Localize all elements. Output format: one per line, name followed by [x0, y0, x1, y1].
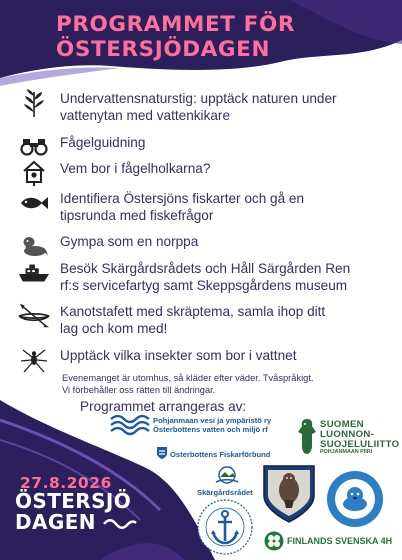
page-title: [56, 12, 356, 62]
canoe-icon: [18, 303, 50, 329]
event-name: [15, 491, 137, 533]
program-item-text: Gympa som en norppa: [60, 234, 199, 249]
boat-icon: [18, 260, 50, 286]
water-waves-logo-icon: [110, 414, 150, 436]
program-item: [18, 90, 398, 124]
title-line-1: PROGRAMMET FÖR: [56, 12, 295, 37]
flying-squirrel-logo-icon: [296, 416, 318, 456]
notes-line-1: Evenemanget är utomhus, så kläder efter väder. Tvåspråkigt.: [62, 373, 314, 383]
organizers-heading: Programmet arrangeras av:: [80, 399, 247, 414]
event-notes: [62, 372, 392, 396]
seaweed-icon: [18, 90, 50, 116]
shield-logo-icon: [156, 446, 168, 460]
binoculars-icon: [18, 134, 50, 160]
program-item: [18, 160, 398, 186]
program-item-text: Undervattensnaturstig: upptäck naturen under vattenytan med vattenkikare: [60, 91, 337, 123]
islands-logo-icon: [214, 466, 240, 488]
logo-text: Skärgårdsrådet: [197, 488, 253, 497]
birdhouse-icon: [18, 160, 50, 186]
logo-text: FINLANDS SVENSKA 4H: [287, 536, 393, 546]
logo-text: Österbottens Fiskarförbund: [170, 450, 271, 459]
program-item-text: Fågelguidning: [60, 135, 146, 150]
clover-logo-icon: [264, 531, 284, 551]
logo-text: POHJANMAAN PIIRI: [320, 449, 373, 455]
program-item: [18, 233, 398, 259]
program-item-text: Kanotstafett med skräptema, samla ihop ditt lag och kom med!: [60, 304, 326, 336]
logo-text: LUONNON-: [320, 429, 375, 440]
logo-text: SUOMEN: [320, 419, 364, 430]
logo-text: SUOJELULIITTO: [320, 439, 400, 450]
event-name-line-2: DAGEN: [15, 512, 137, 533]
program-item: [18, 260, 398, 294]
beaver-logo-icon: [262, 462, 316, 524]
program-item-text: Besök Skärgårdsrådets och Håll Särgården Ren rf:s servicefartyg samt Skeppsgårdens museum: [60, 261, 351, 293]
event-name-line-1: ÖSTERSJÖ: [15, 489, 132, 513]
program-item-text: Identifiera Östersjöns fiskarter och gå en tipsrunda med fiskefrågor: [60, 191, 305, 223]
program-item: [18, 134, 398, 160]
title-line-2: ÖSTERSJÖDAGEN: [56, 37, 271, 62]
program-item-text: Upptäck vilka insekter som bor i vattnet: [60, 348, 297, 363]
header-banner: [0, 0, 402, 90]
event-date: 27.8.2026: [20, 474, 112, 492]
seal-icon: [18, 233, 50, 259]
program-item: [18, 303, 398, 337]
logo-text: Österbottens vatten och miljö rf: [153, 425, 268, 434]
logo-text: Pohjanmaan vesi ja ympäristö ry: [153, 416, 272, 425]
anchor-logo-icon: [196, 498, 254, 556]
program-item: [18, 190, 398, 224]
wave-mark-icon: [103, 518, 137, 530]
notes-line-2: Vi förbehåller oss rätten till ändringar.: [62, 385, 216, 395]
program-item-text: Vem bor i fågelholkarna?: [60, 161, 211, 176]
fish-icon: [18, 190, 50, 216]
seal-badge-logo-icon: [326, 470, 384, 528]
